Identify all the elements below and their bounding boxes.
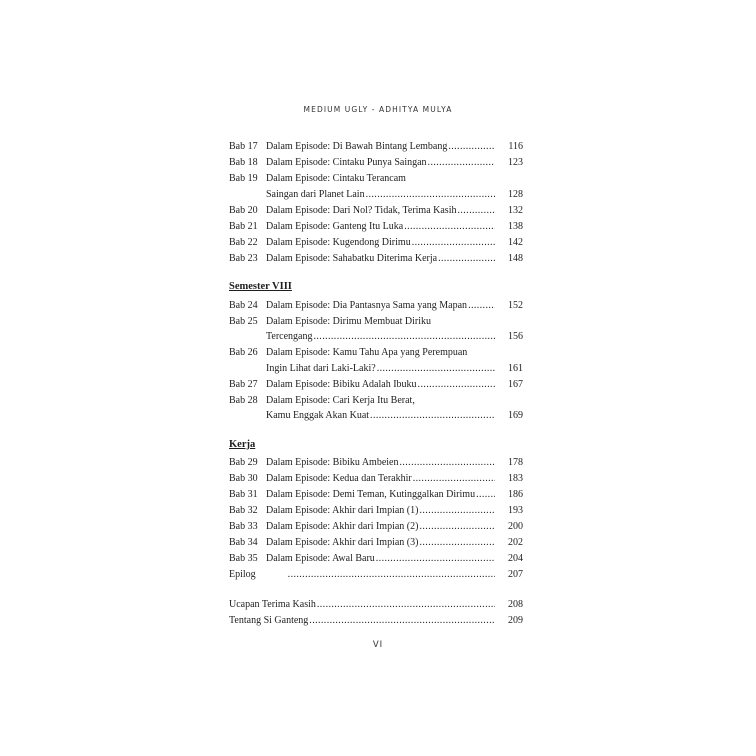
chapter-title: Dalam Episode: Di Bawah Bintang Lembang (266, 141, 448, 152)
chapter-number: Bab 17 (229, 141, 258, 152)
toc-entry[interactable] (229, 455, 523, 471)
chapter-title: Dalam Episode: Dari Nol? Tidak, Terima Kasih (266, 204, 457, 216)
chapter-title: Dalam Episode: Demi Teman, Kutinggalkan Dirimu (266, 489, 476, 500)
page-ref: 169 (508, 410, 523, 421)
page-ref: 209 (508, 615, 523, 626)
dot-leader (366, 187, 495, 203)
toc-entry[interactable] (229, 171, 523, 202)
toc-entry[interactable] (229, 203, 523, 219)
running-head: MEDIUM UGLY - ADHITYA MULYA (303, 105, 453, 114)
page-ref: 138 (508, 220, 523, 232)
toc-entry[interactable] (229, 519, 523, 535)
chapter-title: Dalam Episode: Cintaku Punya Saingan (266, 157, 427, 168)
page-ref: 116 (508, 141, 523, 152)
chapter-number: Bab 35 (229, 553, 258, 564)
chapter-title: Dalam Episode: Kamu Tahu Apa yang Perempuan (266, 347, 468, 358)
dot-leader (314, 329, 496, 345)
chapter-number: Bab 24 (229, 299, 258, 311)
back-matter-title: Ucapan Terima Kasih (229, 598, 316, 610)
page-ref: 142 (508, 236, 523, 248)
chapter-number: Bab 33 (229, 521, 258, 532)
dot-leader (309, 613, 495, 629)
toc-entry[interactable] (229, 219, 523, 235)
page-ref: 152 (508, 299, 523, 311)
chapter-number: Bab 26 (229, 347, 258, 358)
dot-leader (399, 455, 495, 471)
dot-leader (413, 471, 495, 487)
chapter-number: Bab 32 (229, 505, 258, 516)
chapter-number: Bab 21 (229, 220, 258, 232)
chapter-title-continued: Saingan dari Planet Lain (266, 188, 365, 200)
toc-entry[interactable] (229, 314, 523, 345)
dot-leader (476, 487, 495, 503)
chapter-number: Bab 18 (229, 157, 258, 168)
back-matter (229, 597, 523, 629)
dot-leader (370, 408, 495, 424)
chapter-number: Bab 23 (229, 252, 258, 264)
dot-leader (419, 519, 495, 535)
toc-entry[interactable] (229, 139, 523, 155)
page-ref: 156 (508, 331, 523, 342)
page-ref: 183 (508, 473, 523, 484)
toc-entry-epilog[interactable] (229, 567, 523, 583)
toc-entry[interactable] (229, 487, 523, 503)
chapter-title: Dalam Episode: Akhir dari Impian (1) (266, 505, 419, 516)
dot-leader (428, 155, 495, 171)
dot-leader (457, 203, 495, 219)
dot-leader (376, 551, 495, 567)
dot-leader (412, 235, 495, 251)
dot-leader (418, 377, 495, 393)
page-ref: 207 (508, 569, 523, 580)
dot-leader (288, 567, 495, 583)
toc-entry[interactable] (229, 503, 523, 519)
chapter-number: Bab 20 (229, 204, 258, 216)
chapter-number: Bab 29 (229, 457, 258, 468)
chapter-number: Bab 19 (229, 173, 258, 184)
dot-leader (419, 535, 495, 551)
chapter-number: Bab 34 (229, 537, 258, 548)
chapter-title: Dalam Episode: Cintaku Terancam (266, 173, 406, 184)
dot-leader (419, 503, 495, 519)
chapter-title-continued: Tercengang (266, 331, 313, 342)
toc-entry[interactable] (229, 535, 523, 551)
toc-section (229, 279, 523, 424)
page-ref: 161 (508, 362, 523, 374)
chapter-title: Dalam Episode: Bibiku Ambeien (266, 457, 399, 468)
chapter-title: Dalam Episode: Awal Baru (266, 553, 375, 564)
toc-entry[interactable] (229, 377, 523, 393)
toc-entry[interactable] (229, 155, 523, 171)
chapter-title: Dalam Episode: Akhir dari Impian (3) (266, 537, 419, 548)
page-ref: 200 (508, 521, 523, 532)
page-ref: 186 (508, 489, 523, 500)
dot-leader (317, 597, 495, 613)
toc-section (229, 437, 523, 583)
chapter-title: Dalam Episode: Bibiku Adalah Ibuku (266, 378, 417, 390)
toc-entry[interactable] (229, 251, 523, 267)
back-matter-title: Tentang Si Ganteng (229, 615, 309, 626)
toc-entry[interactable] (229, 613, 523, 629)
chapter-number: Bab 30 (229, 473, 258, 484)
chapter-number: Bab 22 (229, 236, 258, 248)
page-ref: 128 (508, 188, 523, 200)
section-heading: Kerja (229, 438, 256, 450)
epilog-label: Epilog (229, 569, 256, 580)
chapter-title: Dalam Episode: Ganteng Itu Luka (266, 220, 404, 232)
page-ref: 167 (508, 378, 523, 390)
chapter-title: Dalam Episode: Sahabatku Diterima Kerja (266, 252, 438, 264)
page-ref: 202 (508, 537, 523, 548)
chapter-title: Dalam Episode: Cari Kerja Itu Berat, (266, 394, 415, 406)
dot-leader (404, 219, 495, 235)
toc-entry[interactable] (229, 298, 523, 314)
page-ref: 132 (508, 204, 523, 216)
page-ref: 123 (508, 157, 523, 168)
page-ref: 208 (508, 598, 523, 610)
toc-entry[interactable] (229, 345, 523, 376)
page-ref: 204 (508, 553, 523, 564)
dot-leader (438, 251, 495, 267)
toc-entry[interactable] (229, 597, 523, 613)
page-number: VI (372, 640, 384, 650)
chapter-number: Bab 28 (229, 394, 258, 406)
chapter-title: Dalam Episode: Dirimu Membuat Diriku (266, 315, 431, 327)
chapter-title: Dalam Episode: Kugendong Dirimu (266, 236, 411, 248)
chapter-number: Bab 31 (229, 489, 258, 500)
toc-entry[interactable] (229, 235, 523, 251)
chapter-title-continued: Ingin Lihat dari Laki-Laki? (266, 362, 376, 374)
chapter-number: Bab 25 (229, 315, 258, 327)
dot-leader (377, 361, 495, 377)
dot-leader (468, 298, 495, 314)
page-ref: 178 (508, 457, 523, 468)
chapter-title: Dalam Episode: Akhir dari Impian (2) (266, 521, 419, 532)
chapter-number: Bab 27 (229, 378, 258, 390)
section-heading: Semester VIII (229, 281, 292, 292)
dot-leader (448, 139, 495, 155)
toc-entry[interactable] (229, 471, 523, 487)
toc-entry[interactable] (229, 393, 523, 424)
chapter-title: Dalam Episode: Dia Pantasnya Sama yang Mapan (266, 299, 468, 311)
page-ref: 148 (508, 252, 523, 264)
chapter-title: Dalam Episode: Kedua dan Terakhir (266, 473, 412, 484)
toc-entry[interactable] (229, 551, 523, 567)
chapter-title-continued: Kamu Enggak Akan Kuat (266, 410, 370, 421)
page-ref: 193 (508, 505, 523, 516)
toc-section (229, 139, 523, 266)
table-of-contents (229, 139, 523, 629)
